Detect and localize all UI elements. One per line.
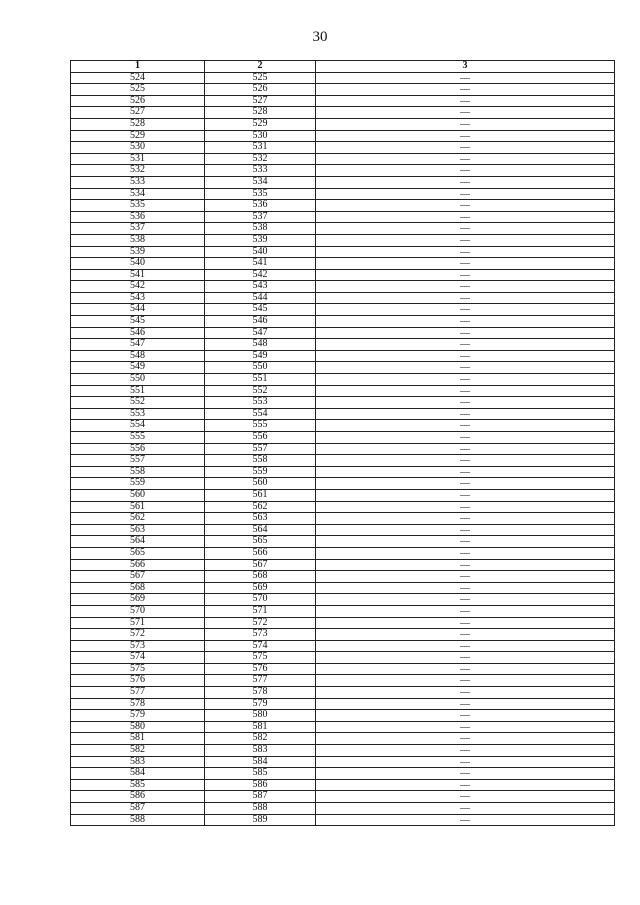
table-cell-col-3: — — [316, 328, 615, 340]
table-cell-col-3: — — [316, 85, 615, 97]
table-row — [71, 559, 615, 571]
table-cell-col-3: — — [316, 386, 615, 398]
table-cell-col-3: — — [316, 212, 615, 224]
table-cell-col-3: — — [316, 722, 615, 734]
table-cell-col-3: — — [316, 641, 615, 653]
table-cell-col-2: 572 — [205, 617, 316, 629]
table-cell-col-1: 579 — [71, 710, 205, 722]
table-cell-col-2: 549 — [205, 350, 316, 362]
table-cell-col-1: 573 — [71, 640, 205, 652]
table-cell-col-3: — — [316, 282, 615, 294]
table-cell-col-3: — — [316, 537, 615, 549]
table-cell-col-1: 560 — [71, 489, 205, 501]
table-cell-col-3: — — [316, 479, 615, 491]
table-header-row — [71, 61, 615, 73]
table-cell-col-3: — — [316, 421, 615, 433]
table-cell-col-1: 581 — [71, 733, 205, 745]
table-cell-col-3: — — [316, 595, 615, 607]
table-cell-col-1: 547 — [71, 339, 205, 351]
table-row — [71, 687, 615, 699]
table-cell-col-3: — — [316, 259, 615, 271]
table-cell-col-2: 588 — [205, 803, 316, 815]
table-row — [71, 316, 615, 328]
table-cell-col-1: 558 — [71, 466, 205, 478]
table-cell-col-1: 557 — [71, 455, 205, 467]
table-cell-col-2: 535 — [205, 188, 316, 200]
table-cell-col-1: 531 — [71, 153, 205, 165]
table-cell-col-3: — — [316, 699, 615, 711]
table-cell-col-1: 583 — [71, 756, 205, 768]
table-row — [71, 663, 615, 675]
table-cell-col-2: 542 — [205, 269, 316, 281]
table-cell-col-3: — — [316, 630, 615, 642]
table-cell-col-2: 551 — [205, 374, 316, 386]
table-row — [71, 675, 615, 687]
table-row — [71, 617, 615, 629]
table-cell-col-1: 568 — [71, 582, 205, 594]
table-cell-col-3: — — [316, 305, 615, 317]
table-cell-col-2: 578 — [205, 687, 316, 699]
table-cell-col-1: 551 — [71, 385, 205, 397]
table-cell-col-1: 524 — [71, 72, 205, 84]
table-row — [71, 594, 615, 606]
table-row — [71, 153, 615, 165]
table-cell-col-3: — — [316, 119, 615, 131]
table-cell-col-2: 533 — [205, 165, 316, 177]
table-row — [71, 756, 615, 768]
table-cell-col-3: — — [316, 583, 615, 595]
table-row — [71, 547, 615, 559]
table-cell-col-3: — — [316, 270, 615, 282]
table-cell-col-1: 532 — [71, 165, 205, 177]
table-cell-col-2: 558 — [205, 455, 316, 467]
table-cell-col-3: — — [316, 235, 615, 247]
table-cell-col-3: — — [316, 815, 615, 827]
table-cell-col-2: 583 — [205, 745, 316, 757]
table-cell-col-3: — — [316, 143, 615, 155]
table-row — [71, 733, 615, 745]
table-row — [71, 432, 615, 444]
table-cell-col-3: — — [316, 108, 615, 120]
table-cell-col-1: 542 — [71, 281, 205, 293]
table-cell-col-2: 563 — [205, 513, 316, 525]
table-cell-col-2: 587 — [205, 791, 316, 803]
table-cell-col-2: 581 — [205, 721, 316, 733]
table-cell-col-3: — — [316, 154, 615, 166]
table-cell-col-3: — — [316, 73, 615, 85]
table-row — [71, 524, 615, 536]
table-cell-col-2: 545 — [205, 304, 316, 316]
table-cell-col-2: 552 — [205, 385, 316, 397]
table-cell-col-1: 538 — [71, 234, 205, 246]
table-cell-col-2: 539 — [205, 234, 316, 246]
table-row — [71, 304, 615, 316]
table-cell-col-2: 564 — [205, 524, 316, 536]
table-row — [71, 165, 615, 177]
table-row — [71, 478, 615, 490]
table-row — [71, 455, 615, 467]
table-cell-col-3: — — [316, 560, 615, 572]
table-cell-col-2: 526 — [205, 84, 316, 96]
table-row — [71, 408, 615, 420]
table-cell-col-3: — — [316, 224, 615, 236]
table-row — [71, 281, 615, 293]
table-row — [71, 605, 615, 617]
table-cell-col-1: 585 — [71, 779, 205, 791]
table-row — [71, 292, 615, 304]
table-cell-col-3: — — [316, 340, 615, 352]
table-cell-col-1: 577 — [71, 687, 205, 699]
table-cell-col-1: 528 — [71, 118, 205, 130]
table-cell-col-2: 575 — [205, 652, 316, 664]
table-cell-col-3: — — [316, 131, 615, 143]
table-cell-col-3: — — [316, 769, 615, 781]
table-cell-col-2: 571 — [205, 605, 316, 617]
table-cell-col-3: — — [316, 444, 615, 456]
table-cell-col-1: 526 — [71, 95, 205, 107]
table-cell-col-2: 531 — [205, 142, 316, 154]
table-cell-col-3: — — [316, 409, 615, 421]
table-cell-col-2: 574 — [205, 640, 316, 652]
table-cell-col-2: 537 — [205, 211, 316, 223]
table-cell-col-2: 543 — [205, 281, 316, 293]
table-cell-col-3: — — [316, 96, 615, 108]
table-cell-col-2: 529 — [205, 118, 316, 130]
table-cell-col-1: 565 — [71, 547, 205, 559]
table-cell-col-1: 525 — [71, 84, 205, 96]
table-row — [71, 652, 615, 664]
table-cell-col-3: — — [316, 502, 615, 514]
table-row — [71, 513, 615, 525]
table-cell-col-2: 561 — [205, 489, 316, 501]
table-body — [71, 72, 615, 826]
table-cell-col-2: 544 — [205, 292, 316, 304]
table-row — [71, 269, 615, 281]
table-cell-col-1: 535 — [71, 200, 205, 212]
table-cell-col-1: 539 — [71, 246, 205, 258]
table-cell-col-3: — — [316, 525, 615, 537]
table-cell-col-3: — — [316, 780, 615, 792]
table-cell-col-3: — — [316, 514, 615, 526]
table-cell-col-1: 586 — [71, 791, 205, 803]
table-cell-col-1: 584 — [71, 768, 205, 780]
table-cell-col-2: 586 — [205, 779, 316, 791]
table-cell-col-1: 527 — [71, 107, 205, 119]
table-cell-col-1: 555 — [71, 432, 205, 444]
table-cell-col-2: 576 — [205, 663, 316, 675]
table-row — [71, 779, 615, 791]
table-cell-col-2: 557 — [205, 443, 316, 455]
table-row — [71, 640, 615, 652]
table-cell-col-1: 556 — [71, 443, 205, 455]
table-cell-col-1: 546 — [71, 327, 205, 339]
table-cell-col-1: 553 — [71, 408, 205, 420]
table-cell-col-3: — — [316, 351, 615, 363]
table-cell-col-3: — — [316, 189, 615, 201]
table-cell-col-2: 580 — [205, 710, 316, 722]
table-cell-col-3: — — [316, 676, 615, 688]
table-cell-col-2: 540 — [205, 246, 316, 258]
table-cell-col-1: 566 — [71, 559, 205, 571]
table-row — [71, 72, 615, 84]
table-cell-col-3: — — [316, 792, 615, 804]
table-cell-col-2: 534 — [205, 176, 316, 188]
table-cell-col-2: 584 — [205, 756, 316, 768]
table-cell-col-2: 553 — [205, 397, 316, 409]
table-cell-col-2: 536 — [205, 200, 316, 212]
column-header-1: 1 — [71, 61, 205, 73]
table-cell-col-2: 589 — [205, 814, 316, 826]
table-cell-col-3: — — [316, 618, 615, 630]
table-row — [71, 803, 615, 815]
table-row — [71, 223, 615, 235]
table-row — [71, 84, 615, 96]
table-cell-col-1: 578 — [71, 698, 205, 710]
table-cell-col-2: 555 — [205, 420, 316, 432]
table-cell-col-2: 528 — [205, 107, 316, 119]
table-cell-col-2: 585 — [205, 768, 316, 780]
table-cell-col-1: 564 — [71, 536, 205, 548]
table-row — [71, 466, 615, 478]
table-cell-col-3: — — [316, 166, 615, 178]
table-row — [71, 397, 615, 409]
table-cell-col-1: 548 — [71, 350, 205, 362]
table-cell-col-2: 565 — [205, 536, 316, 548]
table-row — [71, 571, 615, 583]
table-cell-col-3: — — [316, 548, 615, 560]
table-row — [71, 385, 615, 397]
table-cell-col-3: — — [316, 177, 615, 189]
table-cell-col-1: 545 — [71, 316, 205, 328]
table-cell-col-2: 570 — [205, 594, 316, 606]
table-cell-col-1: 576 — [71, 675, 205, 687]
table-row — [71, 339, 615, 351]
table-cell-col-2: 556 — [205, 432, 316, 444]
table-row — [71, 95, 615, 107]
column-header-2: 2 — [205, 61, 316, 73]
table-cell-col-1: 549 — [71, 362, 205, 374]
table-cell-col-2: 562 — [205, 501, 316, 513]
table-row — [71, 629, 615, 641]
table-cell-col-2: 527 — [205, 95, 316, 107]
table-row — [71, 582, 615, 594]
table-cell-col-1: 543 — [71, 292, 205, 304]
table-row — [71, 258, 615, 270]
table-cell-col-1: 559 — [71, 478, 205, 490]
table-row — [71, 745, 615, 757]
table-row — [71, 211, 615, 223]
table-row — [71, 234, 615, 246]
table-cell-col-2: 546 — [205, 316, 316, 328]
table-cell-col-1: 529 — [71, 130, 205, 142]
table-cell-col-2: 573 — [205, 629, 316, 641]
table-cell-col-2: 559 — [205, 466, 316, 478]
table-cell-col-1: 541 — [71, 269, 205, 281]
table-cell-col-1: 534 — [71, 188, 205, 200]
table-cell-col-1: 569 — [71, 594, 205, 606]
table-row — [71, 536, 615, 548]
table-cell-col-1: 537 — [71, 223, 205, 235]
table-cell-col-3: — — [316, 664, 615, 676]
data-table — [70, 60, 615, 826]
table-cell-col-3: — — [316, 363, 615, 375]
table-cell-col-1: 533 — [71, 176, 205, 188]
table-cell-col-1: 570 — [71, 605, 205, 617]
table-cell-col-1: 571 — [71, 617, 205, 629]
table-cell-col-2: 566 — [205, 547, 316, 559]
table-row — [71, 814, 615, 826]
table-cell-col-3: — — [316, 653, 615, 665]
table-cell-col-1: 562 — [71, 513, 205, 525]
table-row — [71, 443, 615, 455]
table-cell-col-3: — — [316, 433, 615, 445]
table-row — [71, 327, 615, 339]
table-row — [71, 710, 615, 722]
table-cell-col-2: 569 — [205, 582, 316, 594]
table-row — [71, 130, 615, 142]
table-cell-col-2: 568 — [205, 571, 316, 583]
table-cell-col-1: 580 — [71, 721, 205, 733]
table-cell-col-3: — — [316, 247, 615, 259]
table-cell-col-1: 587 — [71, 803, 205, 815]
page-number: 30 — [312, 29, 328, 45]
table-cell-col-2: 530 — [205, 130, 316, 142]
table-row — [71, 420, 615, 432]
table-cell-col-2: 541 — [205, 258, 316, 270]
table-row — [71, 176, 615, 188]
table-row — [71, 768, 615, 780]
table-cell-col-1: 530 — [71, 142, 205, 154]
table-cell-col-1: 582 — [71, 745, 205, 757]
table-cell-col-2: 532 — [205, 153, 316, 165]
table-cell-col-3: — — [316, 456, 615, 468]
table-cell-col-1: 567 — [71, 571, 205, 583]
table-cell-col-2: 560 — [205, 478, 316, 490]
table-cell-col-3: — — [316, 606, 615, 618]
table-cell-col-3: — — [316, 317, 615, 329]
table-row — [71, 350, 615, 362]
table-cell-col-2: 579 — [205, 698, 316, 710]
table-cell-col-3: — — [316, 734, 615, 746]
table-cell-col-3: — — [316, 746, 615, 758]
table-cell-col-1: 544 — [71, 304, 205, 316]
table-cell-col-3: — — [316, 572, 615, 584]
table-cell-col-1: 552 — [71, 397, 205, 409]
table-row — [71, 791, 615, 803]
table-cell-col-2: 525 — [205, 72, 316, 84]
table-cell-col-3: — — [316, 398, 615, 410]
table-cell-col-2: 550 — [205, 362, 316, 374]
table-cell-col-3: — — [316, 804, 615, 816]
table-cell-col-1: 588 — [71, 814, 205, 826]
table-cell-col-3: — — [316, 375, 615, 387]
table-cell-col-1: 574 — [71, 652, 205, 664]
table-cell-col-3: — — [316, 711, 615, 723]
table-row — [71, 374, 615, 386]
table-cell-col-2: 548 — [205, 339, 316, 351]
table-cell-col-2: 547 — [205, 327, 316, 339]
table-row — [71, 188, 615, 200]
table-cell-col-3: — — [316, 688, 615, 700]
table-cell-col-2: 554 — [205, 408, 316, 420]
table-cell-col-1: 575 — [71, 663, 205, 675]
table-cell-col-1: 536 — [71, 211, 205, 223]
table-cell-col-1: 540 — [71, 258, 205, 270]
table-cell-col-1: 563 — [71, 524, 205, 536]
table-cell-col-2: 582 — [205, 733, 316, 745]
table-row — [71, 142, 615, 154]
table-cell-col-2: 538 — [205, 223, 316, 235]
table-cell-col-2: 577 — [205, 675, 316, 687]
table-cell-col-3: — — [316, 490, 615, 502]
table-cell-col-1: 554 — [71, 420, 205, 432]
table-row — [71, 721, 615, 733]
table-cell-col-3: — — [316, 757, 615, 769]
table-row — [71, 107, 615, 119]
table-cell-col-2: 567 — [205, 559, 316, 571]
table-row — [71, 200, 615, 212]
table-cell-col-3: — — [316, 467, 615, 479]
table-row — [71, 501, 615, 513]
table-row — [71, 698, 615, 710]
table-cell-col-1: 550 — [71, 374, 205, 386]
column-header-3: 3 — [316, 61, 615, 73]
table-cell-col-3: — — [316, 293, 615, 305]
table-cell-col-1: 561 — [71, 501, 205, 513]
table-cell-col-1: 572 — [71, 629, 205, 641]
table-cell-col-3: — — [316, 201, 615, 213]
table-row — [71, 118, 615, 130]
table-row — [71, 362, 615, 374]
table-row — [71, 246, 615, 258]
table-row — [71, 489, 615, 501]
